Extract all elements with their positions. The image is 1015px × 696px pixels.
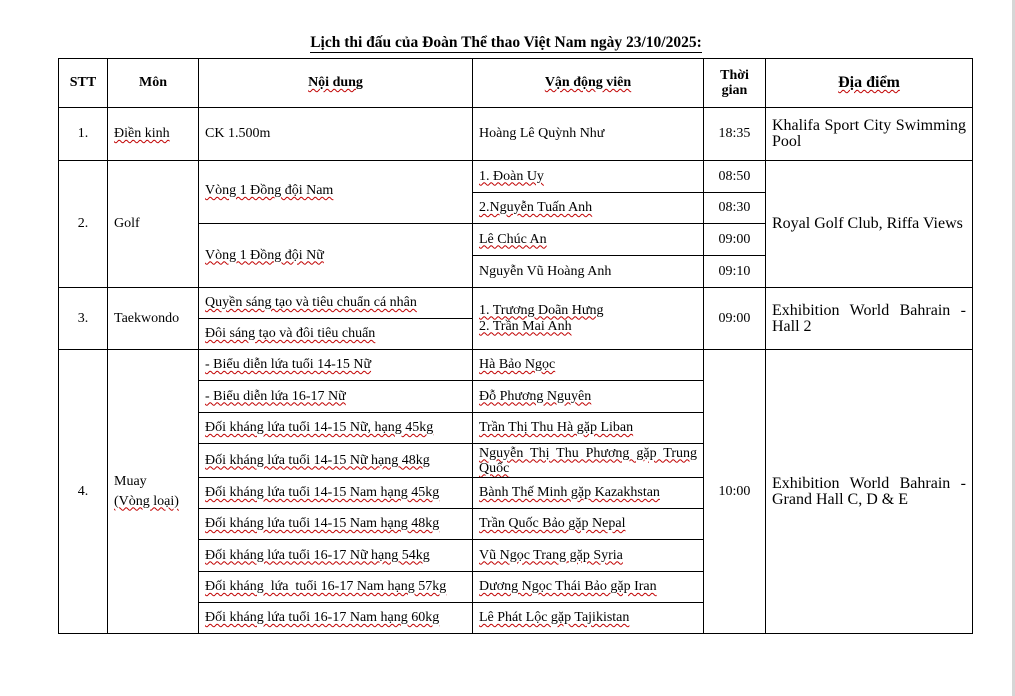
cell-van-dong-vien: Lê Chúc An xyxy=(473,224,704,256)
cell-van-dong-vien: Trần Quốc Bảo gặp Nepal xyxy=(473,509,704,540)
cell-stt: 3. xyxy=(59,288,108,350)
cell-time: 09:00 xyxy=(704,288,766,350)
header-stt: STT xyxy=(59,59,108,108)
header-thoi-gian: Thời gian xyxy=(704,59,766,108)
cell-mon: Muay (Vòng loại) xyxy=(108,350,199,634)
cell-van-dong-vien: Hoàng Lê Quỳnh Như xyxy=(473,108,704,161)
cell-stt: 2. xyxy=(59,161,108,288)
cell-noi-dung: Đối kháng lứa tuổi 14-15 Nữ, hạng 45kg xyxy=(199,413,473,444)
cell-noi-dung: Đối kháng lứa tuổi 14-15 Nữ hạng 48kg xyxy=(199,444,473,478)
cell-van-dong-vien: 1. Đoàn Uy xyxy=(473,161,704,193)
cell-van-dong-vien: Trần Thị Thu Hà gặp Liban xyxy=(473,413,704,444)
cell-noi-dung: Đối kháng lứa tuổi 14-15 Nam hạng 45kg xyxy=(199,478,473,509)
table-row xyxy=(59,108,973,161)
cell-dia-diem: Royal Golf Club, Riffa Views xyxy=(766,161,973,288)
header-noi-dung: Nội dung xyxy=(199,59,473,108)
cell-mon: Taekwondo xyxy=(108,288,199,350)
cell-noi-dung: Đối kháng lứa tuổi 16-17 Nam hạng 60kg xyxy=(199,603,473,634)
cell-noi-dung: Đối kháng lứa tuổi 16-17 Nữ hạng 54kg xyxy=(199,540,473,572)
header-dia-diem: Địa điểm xyxy=(766,59,973,108)
cell-van-dong-vien: Dương Ngọc Thái Bảo gặp Iran xyxy=(473,572,704,603)
cell-dia-diem: Exhibition World Bahrain - Hall 2 xyxy=(766,288,973,350)
header-row xyxy=(59,59,973,108)
cell-time: 10:00 xyxy=(704,350,766,634)
cell-dia-diem: Exhibition World Bahrain - Grand Hall C, D & E xyxy=(766,350,973,634)
cell-mon: Golf xyxy=(108,161,199,288)
cell-van-dong-vien: Vũ Ngọc Trang gặp Syria xyxy=(473,540,704,572)
cell-van-dong-vien: 2.Nguyễn Tuấn Anh xyxy=(473,193,704,224)
cell-van-dong-vien: Nguyễn Thị Thu Phương gặp Trung Quốc xyxy=(473,444,704,478)
cell-van-dong-vien: Nguyễn Vũ Hoàng Anh xyxy=(473,256,704,288)
cell-mon: Điền kinh xyxy=(108,108,199,161)
cell-stt: 4. xyxy=(59,350,108,634)
table-row xyxy=(59,161,973,193)
schedule-table xyxy=(58,58,973,634)
cell-noi-dung: Đối kháng lứa tuổi 14-15 Nam hạng 48kg xyxy=(199,509,473,540)
cell-van-dong-vien: Hà Bảo Ngọc xyxy=(473,350,704,381)
header-mon: Môn xyxy=(108,59,199,108)
table-row xyxy=(59,350,973,381)
cell-time: 09:10 xyxy=(704,256,766,288)
cell-time: 18:35 xyxy=(704,108,766,161)
header-van-dong-vien: Vận động viên xyxy=(473,59,704,108)
cell-dia-diem: Khalifa Sport City Swimming Pool xyxy=(766,108,973,161)
cell-noi-dung: - Biểu diễn lứa 16-17 Nữ xyxy=(199,381,473,413)
cell-noi-dung: Đôi sáng tạo và đôi tiêu chuẩn xyxy=(199,319,473,350)
cell-noi-dung: Quyền sáng tạo và tiêu chuẩn cá nhân xyxy=(199,288,473,319)
cell-van-dong-vien: Lê Phát Lộc gặp Tajikistan xyxy=(473,603,704,634)
cell-noi-dung: Vòng 1 Đồng đội Nam xyxy=(199,161,473,224)
cell-noi-dung: Đối kháng lứa tuổi 16-17 Nam hạng 57kg xyxy=(199,572,473,603)
cell-van-dong-vien: Bành Thế Minh gặp Kazakhstan xyxy=(473,478,704,509)
cell-time: 09:00 xyxy=(704,224,766,256)
cell-noi-dung: CK 1.500m xyxy=(199,108,473,161)
table-row xyxy=(59,288,973,319)
cell-van-dong-vien: 1. Trương Doãn Hưng 2. Trần Mai Anh xyxy=(473,288,704,350)
document-title: Lịch thi đấu của Đoàn Thể thao Việt Nam ngày 23/10/2025: xyxy=(310,34,702,51)
cell-noi-dung: Vòng 1 Đồng đội Nữ xyxy=(199,224,473,288)
cell-van-dong-vien: Đỗ Phương Nguyên xyxy=(473,381,704,413)
cell-stt: 1. xyxy=(59,108,108,161)
cell-noi-dung: - Biểu diễn lứa tuổi 14-15 Nữ xyxy=(199,350,473,381)
cell-time: 08:30 xyxy=(704,193,766,224)
cell-time: 08:50 xyxy=(704,161,766,193)
